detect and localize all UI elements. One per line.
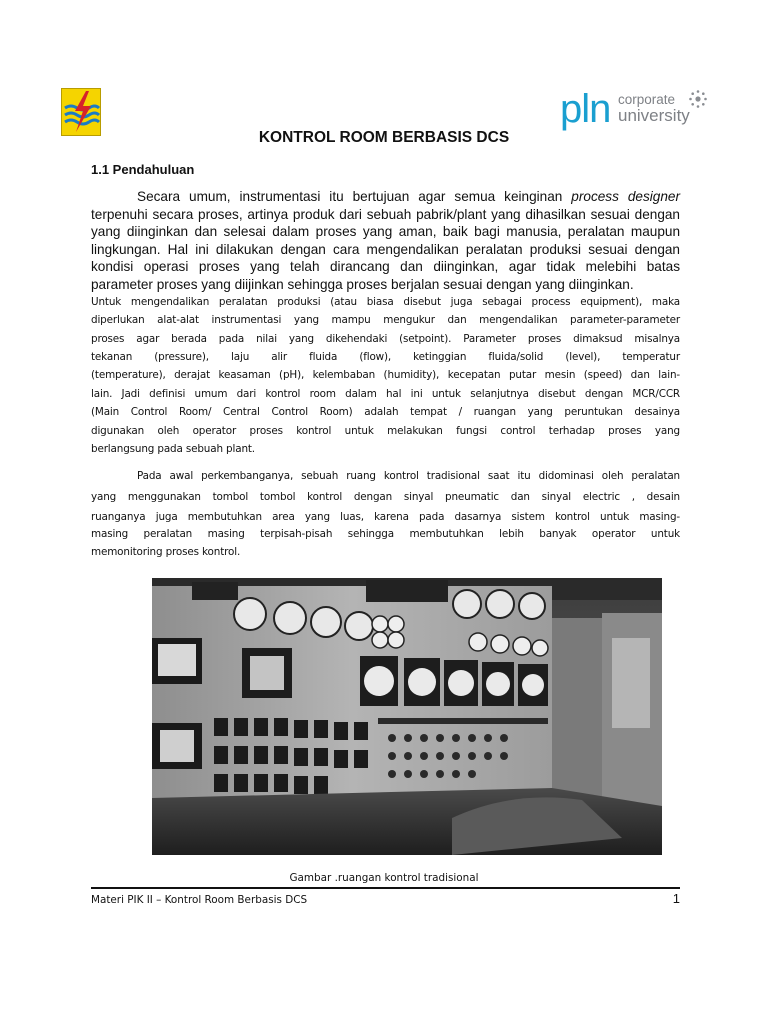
figure-caption: Gambar .ruangan kontrol tradisional bbox=[289, 872, 479, 884]
paragraph-2-line: digunakan oleh operator proses kontrol untuk melakukan fungsi control terhadap proses yang bbox=[91, 425, 680, 437]
paragraph-1-line: parameter proses yang diijinkan sehingga proses berjalan sesuai dengan yang diinginkan. bbox=[91, 277, 634, 292]
paragraph-1-line: terpenuhi secara proses, artinya produk dari sebuah pabrik/plant yang dihasilkan sesuai dengan bbox=[91, 207, 680, 222]
paragraph-1-line: yang diinginkan dan selesai dalam proses yang aman, baik bagi manusia, peralatan maupun bbox=[91, 224, 680, 239]
paragraph-2-line: tekanan (pressure), laju alir fluida (flow), ketinggian fluida/solid (level), temperatur bbox=[91, 351, 680, 363]
paragraph-2-line: (temperature), derajat keasaman (pH), kelembaban (humidity), kecepatan putar mesin (speed) dan lain- bbox=[91, 369, 680, 381]
pln-corporate-university-logo bbox=[560, 86, 712, 132]
footer-divider bbox=[91, 887, 680, 889]
paragraph-3-line: memonitoring proses kontrol. bbox=[91, 546, 241, 558]
paragraph-2-line: lain. Jadi definisi umum dari kontrol room dalam hal ini untuk selanjutnya disebut dengan MCR/CCR bbox=[91, 388, 680, 400]
paragraph-2-line: Untuk mengendalikan peralatan produksi (atau biasa disebut juga sebagai process equipment), maka bbox=[91, 296, 680, 308]
paragraph-2-line: berlangsung pada sebuah plant. bbox=[91, 443, 255, 455]
document-title: KONTROL ROOM BERBASIS DCS bbox=[258, 129, 510, 146]
paragraph-1-line: lingkungan. Hal ini dilakukan dengan cara mengendalikan peralatan produksi sesuai dengan bbox=[91, 242, 680, 257]
paragraph-1-line: kondisi operasi proses yang telah dirancang dan diinginkan, agar tidak melebihi batas bbox=[91, 259, 680, 274]
paragraph-3-line: yang menggunakan tombol tombol kontrol dengan sinyal pneumatic dan sinyal electric , desain bbox=[91, 491, 680, 503]
footer-text: Materi PIK II – Kontrol Room Berbasis DCS bbox=[91, 894, 308, 906]
paragraph-2-line: diperlukan alat-alat instrumentasi yang mampu mengukur dan mengendalikan parameter-parameter bbox=[91, 314, 680, 326]
paragraph-3-line: masing peralatan masing terpisah-pisah sehingga membutuhkan lebih banyak operator untuk bbox=[91, 528, 680, 540]
paragraph-2-line: (Main Control Room/ Central Control Room) adalah tempat / ruangan yang peruntukan desainya bbox=[91, 406, 680, 418]
paragraph-1-line: Secara umum, instrumentasi itu bertujuan agar semua keinginan process designer bbox=[137, 189, 680, 204]
paragraph-2-line: proses agar berada pada nilai yang dikehendaki (setpoint). Parameter proses dimaksud misalnya bbox=[91, 333, 680, 345]
paragraph-3-line: Pada awal perkembanganya, sebuah ruang kontrol tradisional saat itu didominasi oleh peralatan bbox=[137, 470, 680, 482]
paragraph-3-line: ruanganya juga membutuhkan area yang luas, karena pada dasarnya sistem kontrol untuk masing- bbox=[91, 511, 680, 523]
sun-burst-icon bbox=[688, 89, 708, 109]
control-room-photo bbox=[152, 578, 662, 855]
page-number: 1 bbox=[672, 891, 680, 906]
logo-line-corporate: corporate bbox=[618, 92, 676, 107]
logo-brand-text: pln bbox=[560, 87, 611, 131]
section-heading: 1.1 Pendahuluan bbox=[91, 162, 195, 177]
logo-line-university: university bbox=[618, 106, 690, 125]
